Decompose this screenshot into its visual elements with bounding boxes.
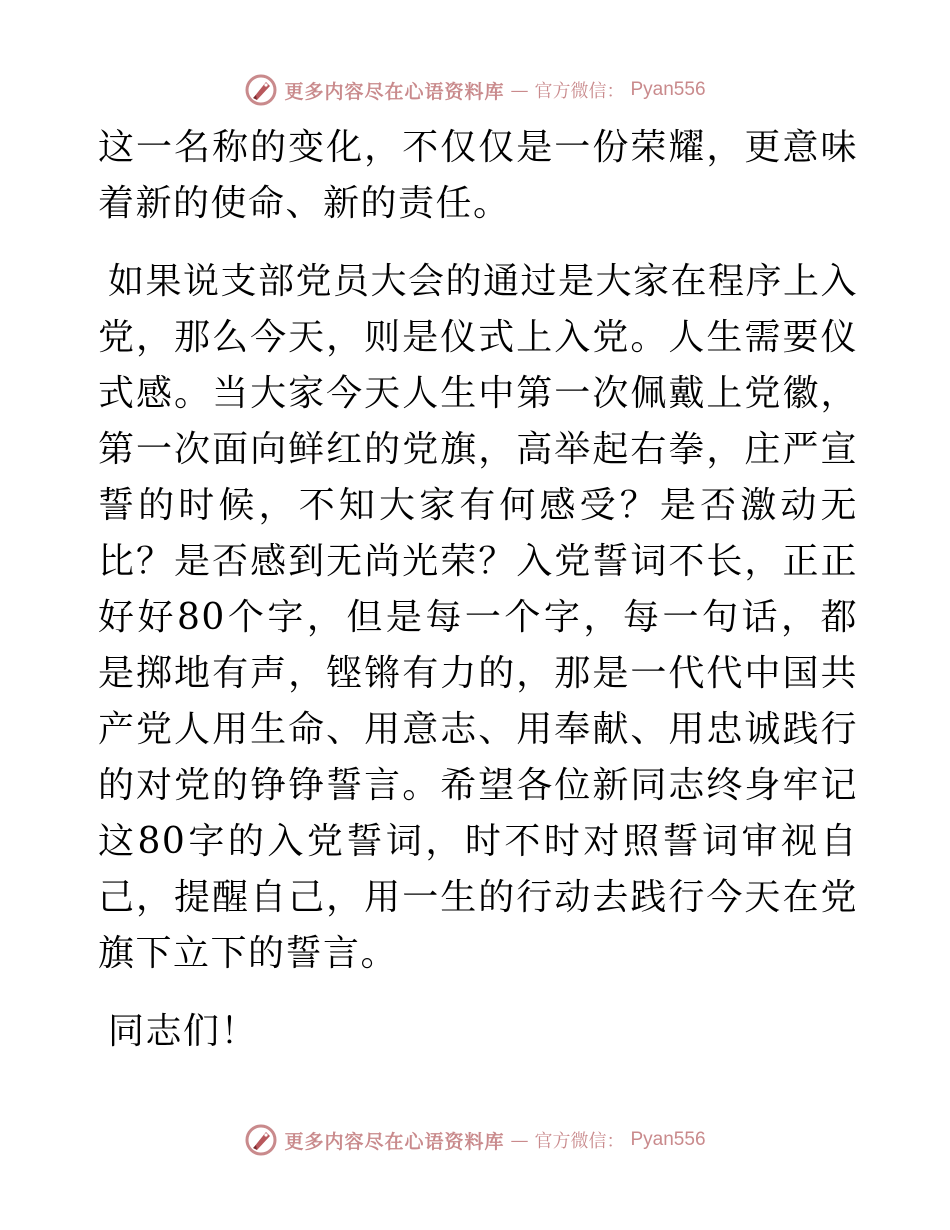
paragraph-3: 同志们！ — [108, 1011, 259, 1052]
page-header — [0, 70, 950, 110]
pen-nib-logo-icon — [244, 1123, 278, 1157]
document-body — [98, 120, 858, 1060]
header-banner — [244, 73, 705, 107]
header-banner-title: 更多内容尽在心语资料库 — [284, 80, 505, 103]
footer-banner-title: 更多内容尽在心语资料库 — [284, 1130, 505, 1153]
paragraph-2: 如果说支部党员大会的通过是大家在程序上入党，那么今天，则是仪式上入党。人生需要仪式感。当大家今天人生中第一次佩戴上党徽，第一次面向鲜红的党旗，高举起右拳，庄严宣誓的时候，不知大家有何感受？是否激动无比？是否感到无尚光荣？入党誓词不长，正正好好80个字，但是每一个字，每一句话，都是掷地有声，铿锵有力的，那是一代代中国共产党人用生命、用意志、用奉献、用忠诚践行的对党的铮铮誓言。希望各位新同志终身牢记这80字的入党誓词，时不时对照誓词审视自己，提醒自己，用一生的行动去践行今天在党旗下立下的誓言。 — [98, 261, 859, 974]
footer-banner — [244, 1123, 705, 1157]
footer-banner-label: 官方微信： — [534, 1131, 625, 1152]
header-banner-wechat-id: Pyan556 — [630, 79, 706, 100]
pen-nib-logo-icon — [244, 73, 278, 107]
footer-banner-wechat-id: Pyan556 — [630, 1129, 706, 1150]
header-banner-label: 官方微信： — [534, 81, 625, 102]
paragraph-1: 这一名称的变化，不仅仅是一份荣耀，更意味着新的使命、新的责任。 — [98, 127, 858, 224]
header-banner-separator: — — [510, 79, 529, 101]
footer-banner-separator: — — [510, 1129, 529, 1151]
page-footer — [0, 1120, 950, 1160]
